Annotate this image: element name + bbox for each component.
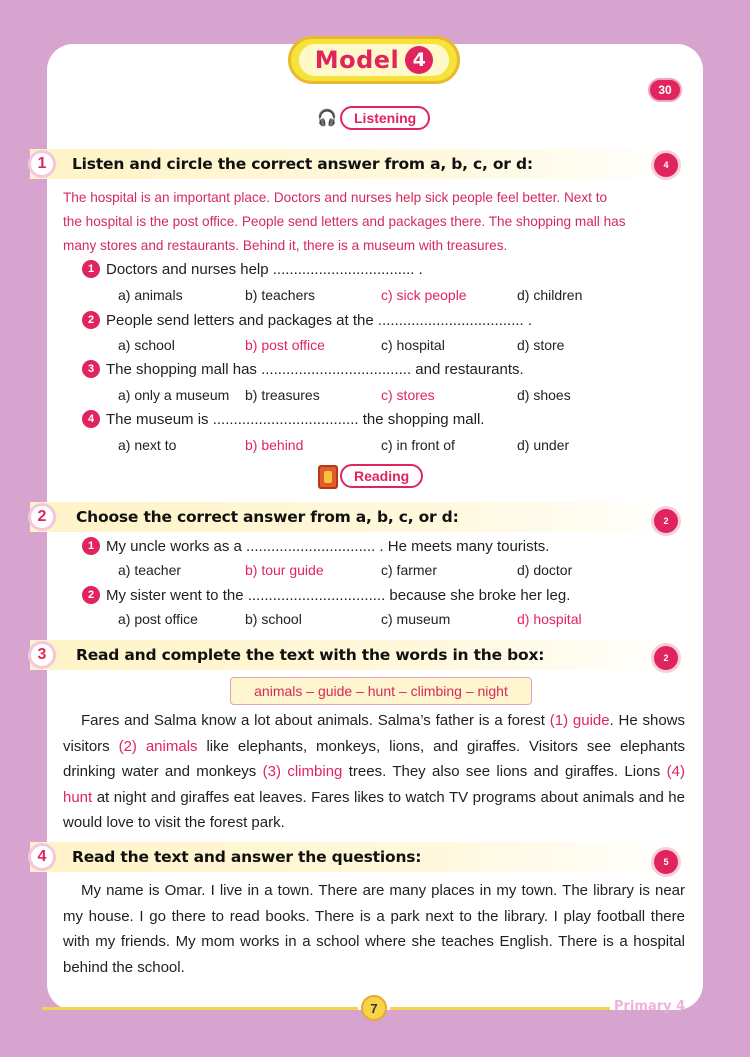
question-2-score: 2 bbox=[651, 506, 681, 536]
passage-line: many stores and restaurants. Behind it, there is a museum with treasures. bbox=[63, 238, 508, 253]
passage-line: the hospital is the post office. People send letters and packages there. The shopping mall has bbox=[63, 214, 626, 229]
q1-item-1 bbox=[82, 260, 423, 278]
option-a[interactable]: a) only a museum bbox=[118, 387, 230, 403]
option-d[interactable]: d) hospital bbox=[517, 611, 582, 627]
option-c[interactable]: c) hospital bbox=[381, 337, 445, 353]
item-number: 1 bbox=[82, 537, 100, 555]
q1-item-2 bbox=[82, 311, 532, 329]
model-number: 4 bbox=[405, 46, 433, 74]
word-box: animals – guide – hunt – climbing – night bbox=[230, 677, 532, 705]
option-a[interactable]: a) next to bbox=[118, 437, 177, 453]
option-b[interactable]: b) teachers bbox=[245, 287, 316, 303]
question-1-score: 4 bbox=[651, 150, 681, 180]
item-number: 2 bbox=[82, 311, 100, 329]
headphones-icon: 🎧 bbox=[317, 110, 337, 127]
question-2-number: 2 bbox=[28, 503, 56, 531]
option-b[interactable]: b) school bbox=[245, 611, 302, 627]
option-d[interactable]: d) doctor bbox=[517, 562, 573, 578]
question-2-instruction: Choose the correct answer from a, b, c, or d: bbox=[76, 508, 459, 526]
q1-item-4 bbox=[82, 410, 484, 428]
passage-line: The hospital is an important place. Doctors and nurses help sick people feel better. Next to bbox=[63, 190, 608, 205]
option-d[interactable]: d) shoes bbox=[517, 387, 571, 403]
option-a[interactable]: a) post office bbox=[118, 611, 198, 627]
option-d[interactable]: d) children bbox=[517, 287, 583, 303]
question-4-instruction: Read the text and answer the questions: bbox=[72, 848, 422, 866]
option-a[interactable]: a) teacher bbox=[118, 562, 182, 578]
item-stem: The shopping mall has .................................... and restaurants. bbox=[106, 360, 524, 378]
option-b[interactable]: b) post office bbox=[245, 337, 325, 353]
total-score-badge: 30 bbox=[648, 78, 682, 102]
grade-label: Primary 4 bbox=[614, 999, 686, 1014]
question-3-number: 3 bbox=[28, 641, 56, 669]
option-d[interactable]: d) store bbox=[517, 337, 565, 353]
item-stem: My uncle works as a ............................... . He meets many tourists. bbox=[106, 537, 550, 555]
footer-divider bbox=[390, 1007, 610, 1010]
listening-passage bbox=[63, 186, 688, 258]
question-3-header bbox=[30, 640, 690, 670]
question-1-number: 1 bbox=[28, 150, 56, 178]
item-stem: My sister went to the ................................. because she broke her leg. bbox=[106, 586, 571, 604]
q3-text bbox=[63, 708, 685, 836]
item-stem: The museum is ................................... the shopping mall. bbox=[106, 410, 485, 428]
question-4-number: 4 bbox=[28, 843, 56, 871]
text-segment: . He shows visitors bbox=[63, 712, 686, 755]
question-3-instruction: Read and complete the text with the words in the box: bbox=[76, 646, 545, 664]
option-a[interactable]: a) school bbox=[118, 337, 175, 353]
option-b[interactable]: b) behind bbox=[245, 437, 304, 453]
question-4-header bbox=[30, 842, 690, 872]
footer-divider bbox=[42, 1007, 358, 1010]
answer-fill-4: (4) hunt bbox=[63, 763, 685, 806]
text-segment: like elephants, monkeys, lions, and giraffes. Visitors see elephants drinking water and monkeys bbox=[63, 737, 686, 780]
text-segment: at night and giraffes eat leaves. Fares likes to watch TV programs about animals and he would love to visit the forest park. bbox=[63, 788, 685, 831]
item-number: 4 bbox=[82, 410, 100, 428]
item-number: 2 bbox=[82, 586, 100, 604]
option-c[interactable]: c) stores bbox=[381, 387, 435, 403]
question-4-score: 5 bbox=[651, 847, 681, 877]
reading-tag: Reading bbox=[340, 464, 423, 488]
question-2-header bbox=[30, 502, 690, 532]
answer-fill-3: (3) climbing bbox=[262, 763, 343, 780]
q1-item-3 bbox=[82, 360, 524, 378]
item-number: 3 bbox=[82, 360, 100, 378]
q2-item-1 bbox=[82, 537, 549, 555]
option-c[interactable]: c) museum bbox=[381, 611, 451, 627]
q4-text: My name is Omar. I live in a town. There are many places in my town. The library is near my house. I go there to read books. There is a park next to the library. I play football there with my friends. My mom works in a school where she teaches English. There is a hospital behind the school. bbox=[63, 882, 685, 976]
option-b[interactable]: b) treasures bbox=[245, 387, 320, 403]
option-b[interactable]: b) tour guide bbox=[245, 562, 324, 578]
answer-fill-2: (2) animals bbox=[118, 737, 198, 755]
option-c[interactable]: c) sick people bbox=[381, 287, 467, 303]
answer-fill-1: (1) guide bbox=[549, 712, 610, 729]
option-c[interactable]: c) farmer bbox=[381, 562, 437, 578]
book-icon bbox=[318, 465, 338, 489]
listening-tag: Listening bbox=[340, 106, 430, 130]
text-segment: Fares and Salma know a lot about animals. Salma’s father is a forest bbox=[81, 712, 550, 729]
text-segment: trees. They also see lions and giraffes. Lions bbox=[342, 763, 667, 780]
page-number: 7 bbox=[361, 995, 387, 1021]
question-3-score: 2 bbox=[651, 643, 681, 673]
q2-item-2 bbox=[82, 586, 570, 604]
model-title-pill bbox=[288, 36, 460, 84]
question-1-instruction: Listen and circle the correct answer from a, b, c, or d: bbox=[72, 155, 533, 173]
option-c[interactable]: c) in front of bbox=[381, 437, 455, 453]
item-stem: People send letters and packages at the ................................... . bbox=[106, 311, 533, 329]
model-title: Model bbox=[314, 46, 400, 74]
option-a[interactable]: a) animals bbox=[118, 287, 183, 303]
item-number: 1 bbox=[82, 260, 100, 278]
question-1-header bbox=[30, 149, 690, 179]
item-stem: Doctors and nurses help .................................. . bbox=[106, 260, 423, 278]
option-d[interactable]: d) under bbox=[517, 437, 570, 453]
